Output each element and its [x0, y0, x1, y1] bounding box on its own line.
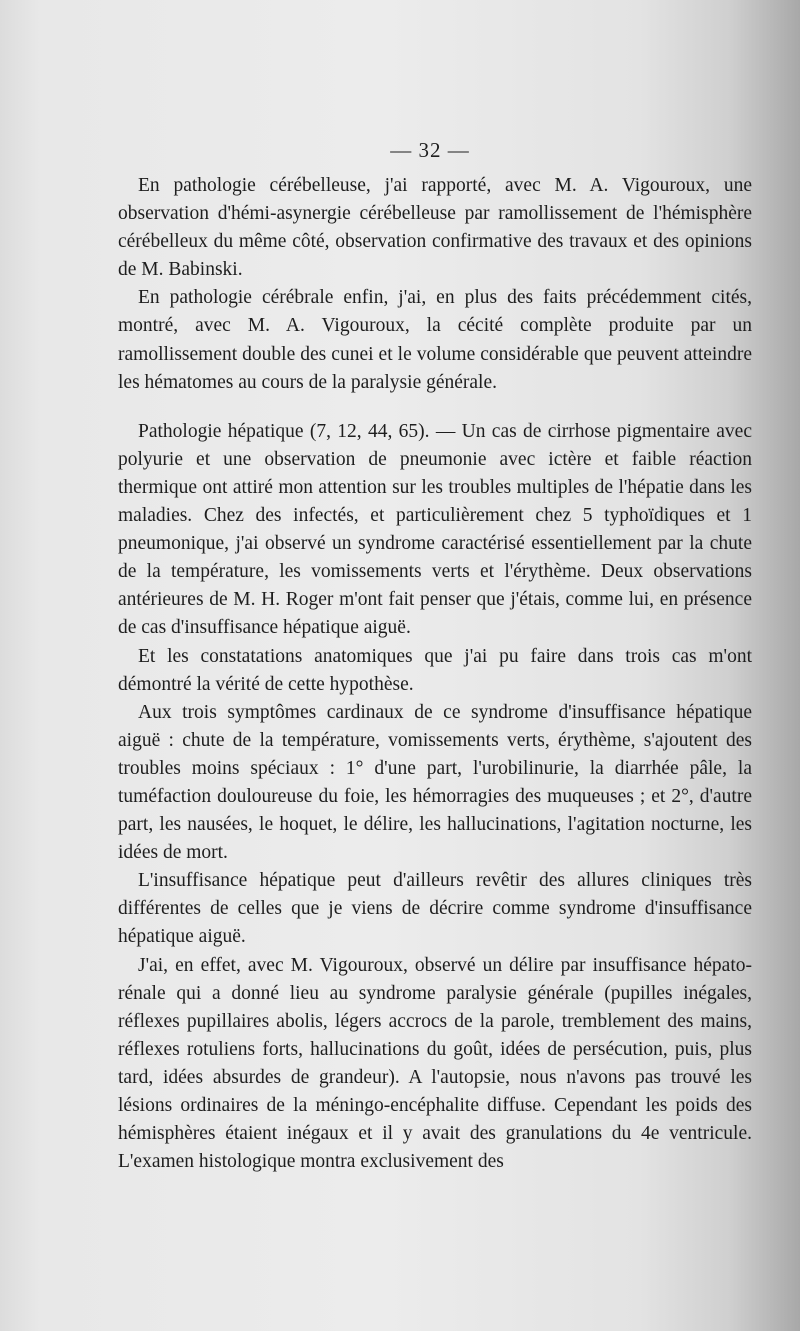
paragraph-clinical-forms: L'insuffisance hépatique peut d'ailleurs revêtir des allures cliniques très différentes de celles que je viens de décrire comme syndrome d'insuffisance hépatique aiguë.: [118, 870, 752, 948]
paragraph-cardinal-symptoms: Aux trois symptômes cardinaux de ce syndrome d'insuffisance hépatique aiguë : chute de la température, vomissements verts, érythème, s'ajoutent des troubles moins spéciaux : 1° d'une part, l'urobilinurie, la diarrhée pâle, la tuméfaction douloureuse du foie, les hémorragies des muqueuses ; et 2°, d'autre part, les nausées, le hoquet, le délire, les hallucinations, l'agitation nocturne, les idées de mort.: [118, 701, 752, 864]
paragraph-hepatic-pathology: Pathologie hépatique (7, 12, 44, 65). — Un cas de cirrhose pigmentaire avec polyurie et une observation de pneumonie avec ictère et faible réaction thermique ont attiré mon attention sur les troubles multiples de l'hépatie dans les maladies. Chez des infectés, et particulièrement chez 5 typhoïdiques et 1 pneumonique, j'ai observé un syndrome caractérisé essentiellement par la chute de la température, les vomissements verts et l'érythème. Deux observations antérieures de M. H. Roger m'ont fait penser que j'étais, comme lui, en présence de cas d'insuffisance hépatique aiguë.: [118, 420, 752, 639]
body-text: [118, 172, 752, 1176]
page-number: — 32 —: [390, 138, 470, 162]
paragraph-anatomic-findings: Et les constatations anatomiques que j'ai pu faire dans trois cas m'ont démontré la vérité de cette hypothèse.: [118, 645, 752, 695]
paragraph-cerebellar: En pathologie cérébelleuse, j'ai rapporté, avec M. A. Vigouroux, une observation d'hémi-asynergie cérébelleuse par ramollissement de l'hémisphère cérébelleux du même côté, observation confirmative des travaux et des opinions de M. Babinski.: [118, 175, 752, 281]
paragraph-delirium-case: J'ai, en effet, avec M. Vigouroux, observé un délire par insuffisance hépato-rénale qui a donné lieu au syndrome paralysie générale (pupilles inégales, réflexes pupillaires abolis, légers accrocs de la parole, tremblement des mains, réflexes rotuliens forts, hallucinations du goût, idées de persécution, puis, plus tard, idées absurdes de grandeur). A l'autopsie, nous n'avons pas trouvé les lésions ordinaires de la méningo-encéphalite diffuse. Cependant les poids des hémisphères étaient inégaux et il y avait des granulations du 4e ventricule. L'examen histologique montra exclusivement des: [118, 954, 752, 1173]
paragraph-cerebral: En pathologie cérébrale enfin, j'ai, en plus des faits précédemment cités, montré, avec M. A. Vigouroux, la cécité complète produite par un ramollissement double des cunei et le volume considérable que peuvent atteindre les hématomes au cours de la paralysie générale.: [118, 287, 752, 393]
